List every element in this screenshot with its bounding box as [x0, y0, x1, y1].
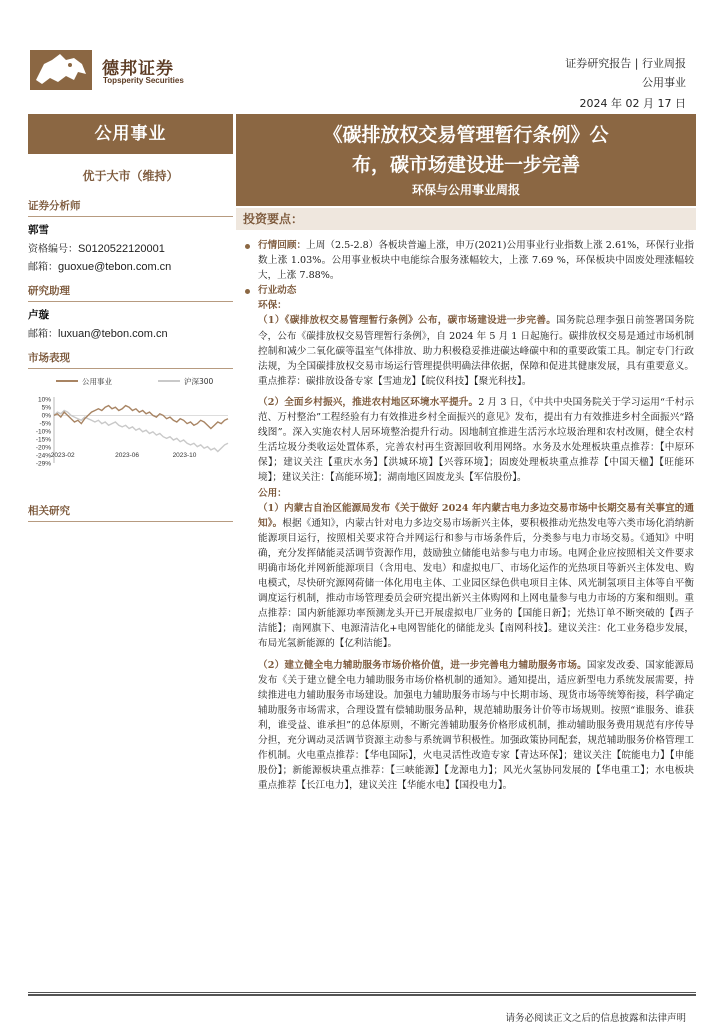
footer-rule-thick — [28, 994, 696, 996]
public-item-1 — [244, 501, 694, 652]
sidebar — [28, 114, 233, 522]
company-logo — [30, 50, 190, 92]
analyst-email-line — [28, 258, 233, 273]
industry-dynamics-bullet — [244, 283, 694, 298]
series-line-utility — [54, 406, 228, 429]
market-review-text: 上周（2.5-2.8）各板块普遍上涨，申万(2021)公用事业行业指数上涨 2.61%，环保行业指数上涨 1.03%。公用事业板块中电能综合服务涨幅较大，上涨 7.69 %，环保板块中固废处理涨幅较大，上涨 7.88%。 — [258, 240, 695, 282]
env-item-2-num: （2） — [258, 396, 285, 408]
env-item-1-lead: 《碳排放权交易管理暂行条例》公布，碳市场建设进一步完善。 — [284, 315, 557, 327]
public-item-1-lead: 内蒙古自治区能源局发布《关于做好 2024 年内蒙古电力多边交易市场中长期交易有关事宜的通知》。 — [258, 502, 694, 529]
env-item-1-num: （1） — [258, 315, 285, 327]
analyst-name: 郭雪 — [28, 224, 49, 236]
report-header-meta — [565, 55, 686, 111]
y-tick-label: -24% — [35, 452, 51, 460]
market-chart-svg — [28, 373, 233, 473]
analyst-cert-label: 资格编号： — [28, 244, 78, 255]
market-heading: 市场表现 — [28, 350, 233, 369]
env-item-1 — [244, 313, 694, 388]
public-item-1-num: （1） — [258, 502, 285, 514]
x-tick-label: 2023-02 — [50, 452, 75, 459]
y-tick-label: 0% — [41, 412, 51, 420]
public-item-2-text: 国家发改委、国家能源局发布《关于建立健全电力辅助服务市场价格机制的通知》。通知提出，适应新型电力系统发展需要，持续推进电力辅助服务市场建设。加强电力辅助服务市场与中长期市场、现货市场等统筹衔接，科学确定辅助服务市场需求，合理设置有偿辅助服务品种，规范辅助服务计价等市场规则。按照“谁服务、谁获利，谁受益、谁承担”的总体原则，不断完善辅助服务价格形成机制，推动辅助服务费用规范有序传导分担，充分调动灵活调节资源主动参与系统调节积极性。加强政策协同配套，规范辅助服务价格管理工作机制。火电重点推荐：【华电国际】，火电灵活性改造专家【青达环保】；建议关注【皖能电力】【申能股份】；新能源板块重点推荐：【三峡能源】【龙源电力】；风光火氢协同发展的【华电重工】；水电板块重点推荐【长江电力】，建议关注【华能水电】【国投电力】。 — [258, 659, 695, 792]
market-performance-chart — [28, 373, 233, 473]
analyst-heading: 证券分析师 — [28, 198, 233, 217]
env-item-1-text: 国务院总理李强日前签署国务院令，公布《碳排放权交易管理暂行条例》，自 2024 年 5 月 1 日起施行。碳排放权交易是通过市场机制控制和减少二氧化碳等温室气体排放、助力积极稳妥推进碳达峰碳中和的重要政策工具。制定专门行政法规，为全国碳排放权交易市场运行管理提供明确法律依据，保障和促进其健康发展，具有重要意义。重点推荐：碳排放设备专家【雪迪龙】【皖仪科技】【聚光科技】。 — [258, 315, 694, 387]
legend-label: 沪深300 — [184, 377, 214, 386]
key-points-heading: 投资要点： — [236, 208, 696, 230]
series-line-csi300 — [54, 411, 228, 452]
analyst-email-label: 邮箱： — [28, 262, 58, 273]
y-tick-label: -15% — [35, 436, 51, 444]
market-review-bullet — [244, 238, 694, 283]
assistant-heading: 研究助理 — [28, 283, 233, 302]
env-item-2-text: 2 月 3 日，《中共中央国务院关于学习运用“千村示范、万村整治”工程经验有力有效推进乡村全面振兴的意见》发布，提出有力有效推进乡村全面振兴“路线图”。深入实施农村人居环境整治提升行动。因地制宜推进生活污水垃圾治理和农村改厕，健全农村生活垃圾分类收运处置体系，完善农村再生资源回收利用网络。水务及水处理板块重点推荐：【中原环保】；建议关注【重庆水务】【洪城环境】【兴蓉环境】；固废处理板块重点推荐【中国天楹】【旺能环境】；建议关注：【高能环境】；湖南地区固废龙头【军信股份】。 — [258, 396, 694, 484]
industry-dynamics-label: 行业动态 — [258, 285, 297, 297]
market-review-label: 行情回顾： — [258, 240, 307, 251]
public-item-2-num: （2） — [258, 659, 285, 671]
y-tick-label: 10% — [37, 396, 51, 404]
brand-name-en: Topsperity Securities — [103, 76, 184, 85]
sector-banner: 公用事业 — [28, 114, 233, 154]
report-title-line2: 布，碳市场建设进一步完善 — [351, 154, 580, 176]
footer-rule — [28, 992, 696, 993]
y-tick-label: -29% — [35, 460, 51, 468]
x-tick-label: 2023-10 — [172, 452, 197, 459]
public-item-2 — [244, 658, 694, 794]
legend-label: 公用事业 — [82, 377, 112, 386]
public-item-2-lead: 建立健全电力辅助服务市场价格价值，进一步完善电力辅助服务市场。 — [284, 659, 587, 671]
related-research-heading: 相关研究 — [28, 503, 233, 522]
report-subtitle: 环保与公用事业周报 — [411, 183, 520, 197]
bull-logo-icon — [30, 50, 92, 90]
assistant-name: 卢璇 — [28, 309, 49, 321]
footer-disclaimer: 请务必阅读正文之后的信息披露和法律声明 — [505, 1013, 686, 1024]
report-date: 2024 年 02 月 17 日 — [579, 97, 686, 110]
y-tick-label: -5% — [39, 420, 51, 428]
y-tick-label: 5% — [41, 404, 51, 412]
report-sector: 公用事业 — [642, 76, 686, 89]
analyst-cert-line — [28, 240, 233, 255]
report-title-line1: 《碳排放权交易管理暂行条例》公 — [323, 124, 609, 146]
assistant-email-line — [28, 325, 233, 340]
report-title-box — [236, 114, 696, 206]
report-title — [236, 114, 696, 180]
analyst-email[interactable]: guoxue@tebon.com.cn — [58, 261, 172, 273]
env-item-2 — [244, 395, 694, 486]
y-tick-label: -10% — [35, 428, 51, 436]
rating-label: 优于大市（维持） — [82, 169, 179, 183]
y-tick-label: -20% — [35, 444, 51, 452]
brand-name-cn: 德邦证券 — [102, 59, 174, 79]
x-tick-label: 2023-06 — [115, 452, 140, 459]
report-type: 证券研究报告 | 行业周报 — [565, 57, 686, 70]
env-section-label: 环保： — [258, 300, 287, 312]
public-section-label: 公用： — [258, 487, 287, 499]
assistant-email-label: 邮箱： — [28, 329, 58, 340]
env-item-2-lead: 全面乡村振兴，推进农村地区环境水平提升。 — [284, 396, 479, 408]
analyst-cert: S0120522120001 — [78, 243, 165, 255]
assistant-email[interactable]: luxuan@tebon.com.cn — [58, 328, 168, 340]
report-body — [244, 238, 694, 793]
public-item-1-text: 根据《通知》，内蒙古针对电力多边交易市场新兴主体，要积极推动光热发电等六类市场化消纳新能源项目运行，按照相关要求符合并网运行和参与市场条件后，分类参与电力市场交易。《通知》中明确，充分发挥储能灵活调节资源作用，鼓励独立储能电站参与电力市场。电网企业应按照相关文件要求明确市场化并网新能源项目（含用电、发电）和虚拟电厂、市场化运作的光热项目等新兴主体发电、购电模式，尽快研究源网荷储一体化用电主体、工业园区绿色供电项目主体、风光制氢项目主体等自平衡调度运行机制，推动市场管理委员会研究提出新兴主体购网和上网电量参与电力市场的方案和细则。重点推荐：国内新能源功率预测龙头开已开展虚拟电厂业务的【国能日新】；光热订单不断突破的【西子洁能】；南网旗下、电源清洁化+电网智能化的储能龙头【南网科技】。建议关注：化工业务稳步发展，布局光氢新能源的【亿利洁能】。 — [258, 517, 695, 650]
